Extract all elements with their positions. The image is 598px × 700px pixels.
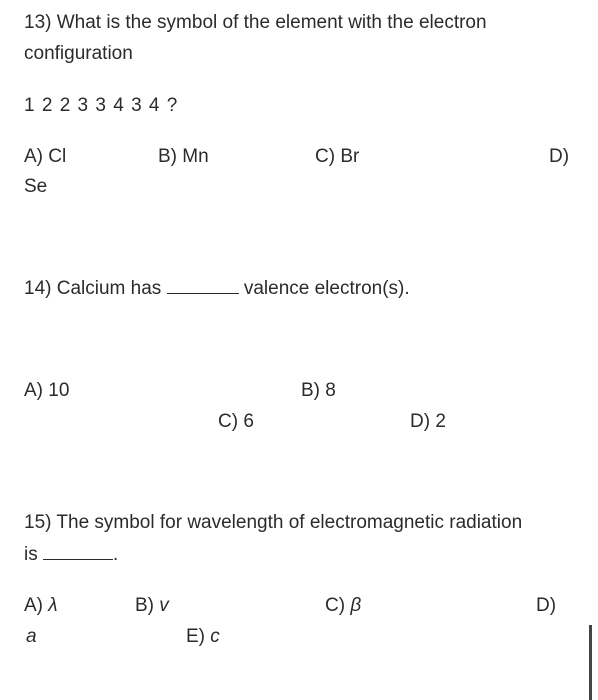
q15-option-b-label: B): [135, 595, 154, 616]
q14-prefix: 14) Calcium has: [24, 278, 162, 299]
q14-option-a: A) 10: [24, 380, 70, 401]
q13-option-d: D): [549, 146, 570, 167]
answer-blank: [167, 277, 239, 294]
q15-option-e-symbol: c: [210, 626, 220, 647]
q15-option-b: [135, 595, 169, 617]
question-15-text: 15) The symbol for wavelength of electromagnetic radiation: [24, 512, 523, 533]
q15-option-e: [186, 626, 220, 648]
q13-option-d-value: Se: [24, 176, 48, 197]
text-cursor-bar: [589, 625, 592, 700]
answer-blank: [43, 543, 113, 560]
question-14-text: [24, 277, 410, 300]
q15-prefix: is: [24, 544, 38, 565]
electron-configuration: 1 2 2 3 3 4 3 4 ?: [24, 95, 179, 116]
q14-option-d: D) 2: [410, 411, 446, 432]
q15-option-b-symbol: v: [159, 595, 169, 616]
q13-option-b: B) Mn: [158, 146, 209, 167]
q13-option-a: A) Cl: [24, 146, 67, 167]
q15-option-c: [325, 595, 361, 617]
q15-option-c-label: C): [325, 595, 346, 616]
q15-option-a-symbol: λ: [48, 595, 58, 616]
question-15-text-cont: [24, 543, 118, 566]
q14-option-b: B) 8: [301, 380, 336, 401]
q15-option-c-symbol: β: [350, 595, 362, 616]
question-13-text: 13) What is the symbol of the element with the electron: [24, 12, 487, 33]
q13-option-c: C) Br: [315, 146, 360, 167]
q15-option-a-label: A): [24, 595, 43, 616]
q14-option-c: C) 6: [218, 411, 254, 432]
question-13-text-cont: configuration: [24, 43, 133, 64]
q15-suffix: .: [113, 544, 119, 565]
q15-option-d-value: a: [26, 626, 37, 647]
q15-option-d: D): [536, 595, 557, 616]
q14-suffix: valence electron(s).: [243, 278, 410, 299]
q15-option-e-label: E): [186, 626, 205, 647]
q15-option-a: [24, 595, 58, 617]
